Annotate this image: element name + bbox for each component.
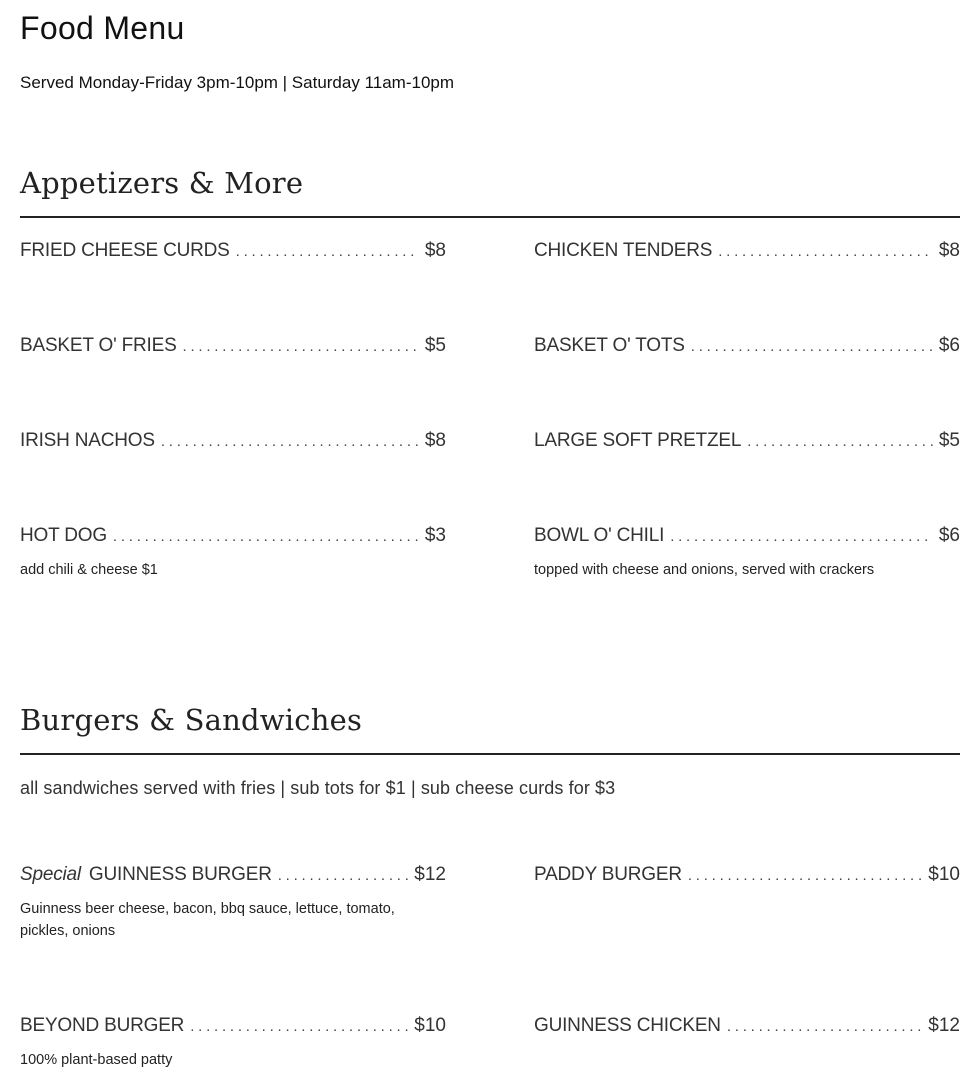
menu-item-paddy-burger xyxy=(534,864,960,886)
menu-item-fried-cheese-curds xyxy=(20,240,446,262)
service-hours: Served Monday-Friday 3pm-10pm | Saturday 11am-10pm xyxy=(20,73,455,92)
item-price: $6 xyxy=(938,335,960,356)
item-price: $10 xyxy=(414,1015,446,1036)
item-price: $10 xyxy=(928,864,960,885)
section-title-appetizers: Appetizers & More xyxy=(20,166,304,200)
item-name: LARGE SOFT PRETZEL xyxy=(534,430,742,451)
special-tag: Special xyxy=(20,864,81,885)
dot-leader xyxy=(161,433,419,450)
item-name: BASKET O' TOTS xyxy=(534,335,685,356)
section-title-burgers: Burgers & Sandwiches xyxy=(20,703,363,737)
dot-leader xyxy=(183,338,419,355)
item-name: CHICKEN TENDERS xyxy=(534,240,713,261)
menu-item-hot-dog xyxy=(20,525,446,581)
item-name: BASKET O' FRIES xyxy=(20,335,177,356)
section-divider xyxy=(20,753,960,755)
item-description: add chili & cheese $1 xyxy=(20,562,158,578)
item-name: IRISH NACHOS xyxy=(20,430,155,451)
dot-leader xyxy=(727,1018,922,1035)
item-price: $8 xyxy=(424,430,446,451)
menu-item-guinness-chicken xyxy=(534,1015,960,1037)
item-price: $8 xyxy=(938,240,960,261)
dot-leader xyxy=(688,867,922,884)
menu-item-bowl-chili xyxy=(534,525,960,581)
menu-item-irish-nachos xyxy=(20,430,446,452)
dot-leader xyxy=(670,528,933,545)
item-name: BOWL O' CHILI xyxy=(534,525,665,546)
dot-leader xyxy=(278,867,409,884)
section-note: all sandwiches served with fries | sub tots for $1 | sub cheese curds for $3 xyxy=(20,778,616,798)
menu-item-basket-fries xyxy=(20,335,446,357)
item-description: topped with cheese and onions, served with crackers xyxy=(534,562,875,578)
dot-leader xyxy=(190,1018,408,1035)
dot-leader xyxy=(747,433,933,450)
section-divider xyxy=(20,216,960,218)
item-name: FRIED CHEESE CURDS xyxy=(20,240,230,261)
item-name: GUINNESS CHICKEN xyxy=(534,1015,721,1036)
page-title: Food Menu xyxy=(20,10,185,46)
dot-leader xyxy=(691,338,933,355)
item-name: BEYOND BURGER xyxy=(20,1015,185,1036)
item-price: $8 xyxy=(424,240,446,261)
dot-leader xyxy=(718,243,933,260)
menu-item-basket-tots xyxy=(534,335,960,357)
dot-leader xyxy=(236,243,419,260)
item-name: PADDY BURGER xyxy=(534,864,682,885)
item-name: HOT DOG xyxy=(20,525,107,546)
item-description: 100% plant-based patty xyxy=(20,1052,173,1068)
item-price: $5 xyxy=(424,335,446,356)
menu-item-large-soft-pretzel xyxy=(534,430,960,452)
dot-leader xyxy=(113,528,419,545)
item-price: $5 xyxy=(938,430,960,451)
item-name-text: GUINNESS BURGER xyxy=(88,864,272,885)
menu-item-beyond-burger xyxy=(20,1015,446,1071)
menu-item-guinness-burger xyxy=(20,864,446,942)
item-price: $3 xyxy=(424,525,446,546)
menu-item-chicken-tenders xyxy=(534,240,960,262)
item-price: $12 xyxy=(414,864,446,885)
item-price: $12 xyxy=(928,1015,960,1036)
item-description: Guinness beer cheese, bacon, bbq sauce, lettuce, tomato, pickles, onions xyxy=(20,901,395,939)
item-name xyxy=(20,864,272,886)
item-price: $6 xyxy=(938,525,960,546)
